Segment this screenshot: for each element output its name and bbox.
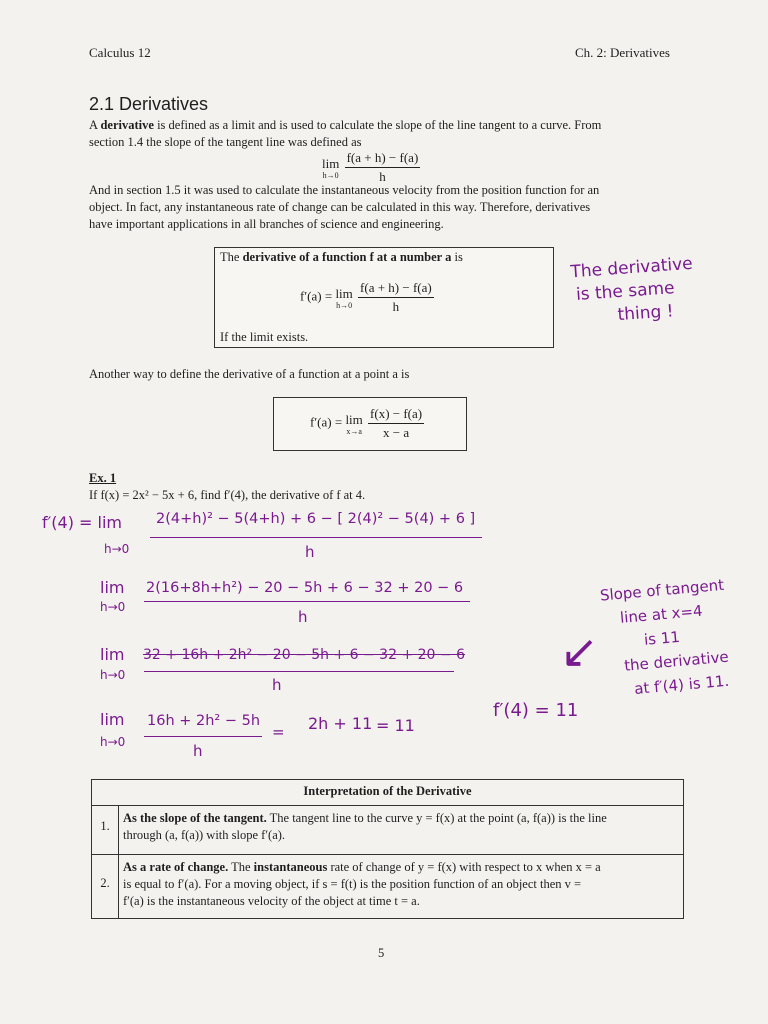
hw-arrow-icon: ↙	[560, 624, 599, 678]
hw-step4-numerator: 16h + 2h² − 5h	[147, 713, 261, 729]
hw-step2-fraction-bar	[144, 601, 470, 602]
definition-footer: If the limit exists.	[220, 330, 309, 344]
hw-step4-sub: h→0	[100, 735, 126, 749]
alternative-formula: f′(a) = lim x→a $\frac{f(x) - f(a)}{x - a}$	[310, 406, 423, 440]
section-title: 2.1 Derivatives	[89, 94, 209, 114]
hw-step2-denominator: h	[298, 608, 308, 626]
hw-step4-fraction-bar	[144, 736, 262, 737]
applications-paragraph: And in section 1.5 it was used to calculate the instantaneous velocity from the position function for an object. In fact, any instantaneous rate of change can be calculated in this way. Therefore, derivatives have important applications in all branches of science and engineering.	[89, 183, 600, 231]
hw-step1-lhs: f′(4) = lim	[42, 513, 122, 532]
hw-step3-lim: lim	[100, 645, 125, 664]
hw-step3-denominator: h	[272, 676, 282, 694]
hw-step4-simplified: 2h + 11	[308, 714, 373, 733]
hw-step2-numerator: 2(16+8h+h²) − 20 − 5h + 6 − 32 + 20 − 6	[146, 580, 464, 596]
hw-step2-lim: lim	[100, 578, 125, 597]
hw-step3-numerator: 32 + 16h + 2h² − 20 − 5h + 6 − 32 + 20 − 6	[143, 647, 465, 663]
interpretation-table	[91, 779, 684, 919]
interpretation-title: Interpretation of the Derivative	[92, 780, 684, 806]
hw-step4-denominator: h	[193, 742, 203, 760]
definition-box	[214, 247, 554, 348]
handwritten-side-note: Slope of tangent line at x=4 is 11 the derivative at f′(4) is 11.	[599, 575, 730, 698]
handwritten-note-same: The derivative is the same thing !	[569, 253, 694, 326]
hw-step3-fraction-bar	[144, 671, 454, 672]
hw-step1-fraction-bar	[150, 537, 482, 538]
hw-step1-denominator: h	[305, 543, 315, 561]
page-number: 5	[378, 946, 385, 960]
hw-step4-result: = 11	[376, 716, 415, 735]
hw-step3-sub: h→0	[100, 668, 126, 682]
table-row	[92, 806, 684, 855]
hw-step4-lim: lim	[100, 710, 125, 729]
row-number: 1.	[92, 806, 119, 855]
hw-step2-sub: h→0	[100, 600, 126, 614]
example-statement: If f(x) = 2x² − 5x + 6, find f′(4), the derivative of f at 4.	[89, 488, 366, 502]
alternative-definition-box	[273, 397, 467, 451]
another-way-text: Another way to define the derivative of a function at a point a is	[89, 367, 410, 381]
header-chapter: Ch. 2: Derivatives	[575, 45, 670, 60]
definition-formula: f′(a) = lim h→0 $\frac{f(a + h) - f(a)}{h}$	[300, 280, 432, 314]
table-row	[92, 855, 684, 919]
derivative-term: derivative	[100, 118, 154, 132]
intro-paragraph: A derivative is defined as a limit and is used to calculate the slope of the line tangent to a curve. From section 1.4 the slope of the tangent line was defined as	[89, 118, 602, 149]
slope-limit-formula: lim h→0 $\frac{f(a + h) - f(a)}{h}$	[322, 150, 419, 184]
hw-step1-sub: h→0	[104, 542, 130, 556]
header-course: Calculus 12	[89, 45, 151, 60]
row-number: 2.	[92, 855, 119, 919]
definition-title: The derivative of a function f at a number a is	[220, 250, 463, 264]
example-label: Ex. 1	[89, 471, 117, 485]
interpretation-slope: As the slope of the tangent. The tangent line to the curve y = f(x) at the point (a, f(a)) is the line through (a, f(a)) with slope f′(a).	[119, 806, 684, 855]
hw-final-result: f′(4) = 11	[493, 700, 579, 721]
example-block	[89, 470, 365, 504]
interpretation-rate: As a rate of change. The instantaneous rate of change of y = f(x) with respect to x when x = a is equal to f′(a). For a moving object, if s = f(t) is the position function of an object then v = f′(a) is the instantaneous velocity of the object at time t = a.	[119, 855, 684, 919]
hw-step4-equals: =	[272, 723, 285, 741]
hw-step1-numerator: 2(4+h)² − 5(4+h) + 6 − [ 2(4)² − 5(4) + 6 ]	[156, 511, 476, 527]
